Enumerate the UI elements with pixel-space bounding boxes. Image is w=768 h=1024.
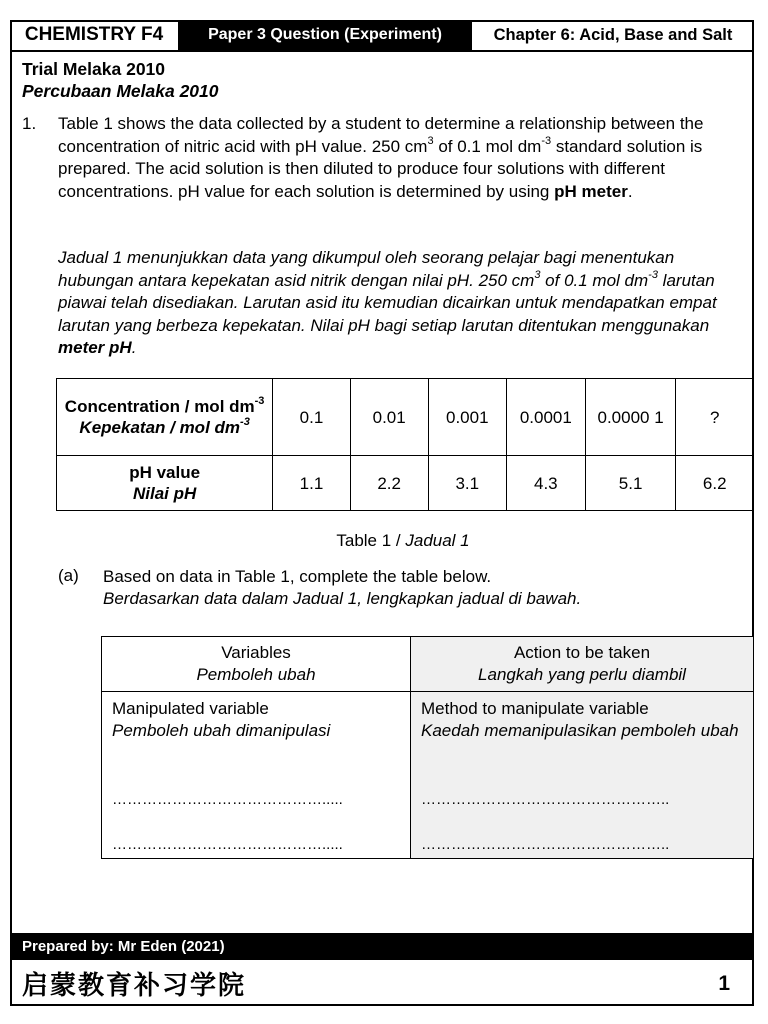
concentration-cell: 0.01 [350,379,428,456]
ph-header: pH value Nilai pH [57,456,273,511]
question-text-ms: Jadual 1 menunjukkan data yang dikumpul oleh seorang pelajar bagi menentukan hubungan antara kepekatan asid nitrik dengan nilai pH. 250 $cm^3$ of 0.1 mol $dm^{-3}$ larutan piawai telah disediakan. Larutan asid itu kemudian dicairkan untuk mendapatkan empat larutan yang berbeza kepekatan. Nilai pH bagi setiap larutan ditentukan menggunakan meter pH. [58,248,717,357]
subject-title: CHEMISTRY F4 [10,20,180,50]
concentration-cell: 0.0001 [506,379,585,456]
concentration-cell-unknown: ? [676,379,754,456]
part-a-label: (a) [58,566,79,585]
variables-header: Variables Pemboleh ubah [102,637,411,692]
page-number: 1 [718,972,730,995]
answer-line[interactable]: ………………………………………….. [421,836,670,853]
prepared-by: Prepared by: Mr Eden (2021) [22,938,225,955]
concentration-cell: 0.0000 1 [585,379,676,456]
question-source [22,58,219,102]
manipulated-variable-cell[interactable]: Manipulated variable Pemboleh ubah dimanipulasi ……………………………………..... ……………………………………..... [102,692,411,859]
chapter-title: Chapter 6: Acid, Base and Salt [470,20,754,50]
ph-cell: 2.2 [350,456,428,511]
ph-cell: 3.1 [428,456,506,511]
header-bar [10,20,754,52]
answer-line[interactable]: ………………………………………….. [421,791,670,808]
paper-title: Paper 3 Question (Experiment) [180,20,470,50]
part-a-text: Based on data in Table 1, complete the table below. Berdasarkan data dalam Jadual 1, lengkapkan jadual di bawah. [103,567,582,608]
concentration-cell: 0.1 [273,379,350,456]
table-caption: Table 1 / Jadual 1 [336,531,470,550]
concentration-cell: 0.001 [428,379,506,456]
question-text-en: Table 1 shows the data collected by a student to determine a relationship between the concentration of nitric acid with pH value. 250 $cm^3$ of 0.1 mol $dm^{-3}$ standard solution is prepared. The acid solution is then diluted to produce four solutions with different concentrations. pH value for each solution is determined by using pH meter. [58,114,704,201]
ph-row [57,456,754,511]
answer-line[interactable]: ……………………………………..... [112,836,343,853]
institute-name: 启蒙教育补习学院 [22,971,247,1001]
ph-cell: 4.3 [506,456,585,511]
source-ms: Percubaan Melaka 2010 [22,81,219,101]
action-header: Action to be taken Langkah yang perlu diambil [411,637,754,692]
method-cell[interactable]: Method to manipulate variable Kaedah memanipulasikan pemboleh ubah ………………………………………….. ………………………………………….. [411,692,754,859]
question-number: 1. [22,114,37,133]
ph-cell: 1.1 [273,456,350,511]
ph-cell: 6.2 [676,456,754,511]
data-table [56,378,754,511]
source-en: Trial Melaka 2010 [22,59,166,79]
concentration-row [57,379,754,456]
footer-bar [10,933,754,960]
ph-cell: 5.1 [585,456,676,511]
variables-table [101,636,754,859]
concentration-header: Concentration / mol $dm^{-3}$ Kepekatan / mol $dm^{-3}$ [57,379,273,456]
answer-line[interactable]: ……………………………………..... [112,791,343,808]
